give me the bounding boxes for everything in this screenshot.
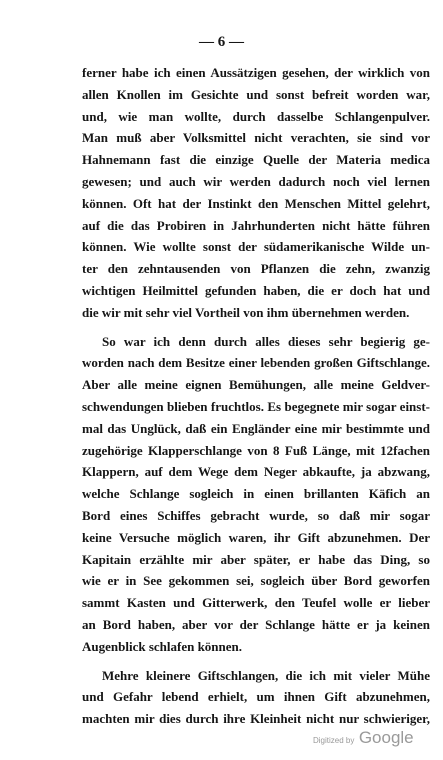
text-line: ter den zehntausenden von Pflanzen die zehn, zwanzig [82,261,430,277]
text-line: schwendungen blieben fruchtlos. Es begegnete mir sogar einst- [82,398,430,414]
page-number: — 6 — [199,34,244,50]
text-line: Mehre kleinere Giftschlangen, die ich mit vieler Mühe [102,667,430,683]
text-line: Aber alle meine eignen Bemühungen, alle meine Geldver- [82,377,430,393]
text-line: keine Versuche möglich waren, ihr Gift abzunehmen. Der [82,529,430,545]
text-line: die wir mit sehr viel Vortheil von ihm übernehmen werden. [82,304,410,320]
digitization-watermark [313,728,414,748]
text-line: und Gefahr lebend erhielt, um ihnen Gift abzunehmen, [82,689,430,705]
paragraph-gap [82,658,430,665]
text-line: Klappern, auf dem Wege dem Neger abkaufte, ja abzwang, [82,464,430,480]
text-line: gewesen; und auch wir werden dadurch noch viel lernen [82,173,430,189]
text-line: allen Knollen im Gesichte und sonst befreit worden war, [82,86,430,102]
watermark-prefix: Digitized by [313,736,355,745]
watermark-brand: Google [358,728,414,747]
paragraph-gap [82,324,430,331]
text-line: können. Oft hat der Instinkt den Menschen Mittel gelehrt, [82,195,430,211]
paragraph [82,665,430,730]
text-line: wichtigen Heilmittel gefunden haben, die er doch hat und [82,282,430,298]
body-text [82,62,430,730]
text-line: und, wie man wollte, durch dasselbe Schlangenpulver. [82,108,430,124]
text-line: Man muß aber Volksmittel nicht verachten, sie sind vor [82,130,430,146]
text-line: Bord eines Schiffes gebracht wurde, so daß mir sogar [82,507,430,523]
text-line: machten mir dies durch ihre Kleinheit nicht nur schwieriger, [82,711,430,727]
text-line: ferner habe ich einen Aussätzigen gesehen, der wirklich von [82,65,430,80]
text-line: an Bord haben, aber vor der Schlange hätte er ja keinen [82,616,430,632]
text-line: sammt Kasten und Gitterwerk, den Teufel wolle er lieber [82,595,430,611]
paragraph [82,62,430,324]
text-line: Hahnemann fast die einzige Quelle der Materia medica [82,152,430,168]
text-line: Kapitain erzählte mir aber später, er habe das Ding, so [82,551,430,567]
paragraph [82,331,430,658]
text-line: können. Wie wollte sonst der südamerikanische Wilde un- [82,239,430,255]
text-line: zugehörige Klapperschlange von 8 Fuß Länge, mit 12fachen [82,442,430,458]
text-line: mal das Unglück, daß ein Engländer eine mir bestimmte und [82,420,430,436]
text-line: Augenblick schlafen können. [82,638,243,654]
text-line: welche Schlange sogleich in einen brillanten Käfich an [82,486,430,502]
text-line: auf die das Probiren in Jahrhunderten nicht hätte führen [82,217,430,233]
text-line: wie er in See gekommen sei, sogleich über Bord geworfen [82,573,430,589]
text-line: So war ich denn durch alles dieses sehr begierig ge- [102,333,430,349]
text-line: worden nach dem Besitze einer lebenden großen Giftschlange. [82,355,430,371]
